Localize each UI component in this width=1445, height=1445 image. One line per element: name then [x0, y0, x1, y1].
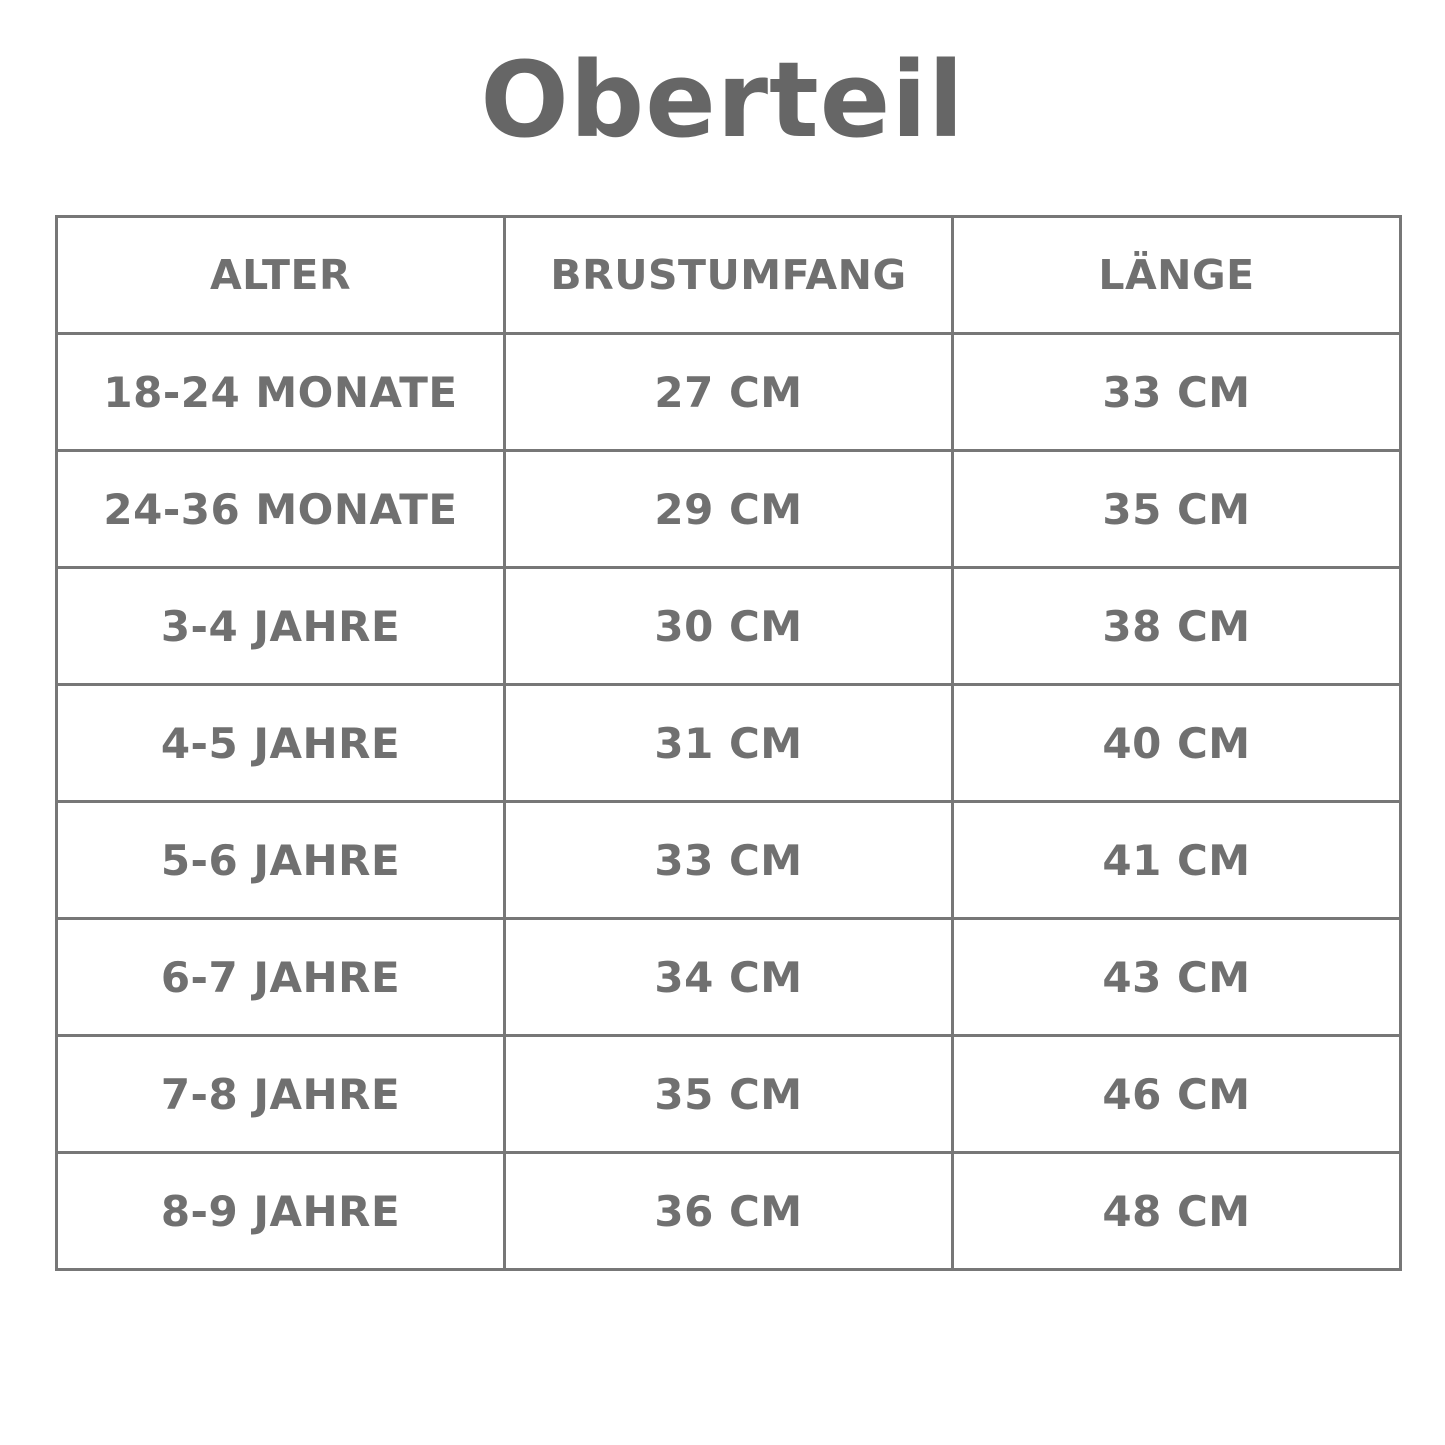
table-row: [57, 685, 1401, 802]
cell-brustumfang: 34 CM: [505, 919, 953, 1036]
cell-laenge: 48 CM: [953, 1153, 1401, 1270]
table-row: [57, 568, 1401, 685]
table-row: [57, 919, 1401, 1036]
table-header-row: [57, 217, 1401, 334]
table-header: [57, 217, 1401, 334]
table-row: [57, 451, 1401, 568]
cell-brustumfang: 29 CM: [505, 451, 953, 568]
cell-laenge: 43 CM: [953, 919, 1401, 1036]
cell-alter: 3-4 JAHRE: [57, 568, 505, 685]
page-title: Oberteil: [480, 39, 965, 161]
cell-brustumfang: 33 CM: [505, 802, 953, 919]
table-body: [57, 334, 1401, 1270]
cell-laenge: 46 CM: [953, 1036, 1401, 1153]
cell-brustumfang: 31 CM: [505, 685, 953, 802]
cell-alter: 4-5 JAHRE: [57, 685, 505, 802]
size-table: [55, 215, 1402, 1271]
cell-alter: 18-24 MONATE: [57, 334, 505, 451]
cell-brustumfang: 36 CM: [505, 1153, 953, 1270]
cell-alter: 24-36 MONATE: [57, 451, 505, 568]
column-header-alter: ALTER: [57, 217, 505, 334]
cell-alter: 7-8 JAHRE: [57, 1036, 505, 1153]
cell-laenge: 35 CM: [953, 451, 1401, 568]
cell-brustumfang: 30 CM: [505, 568, 953, 685]
table-row: [57, 1036, 1401, 1153]
table-row: [57, 1153, 1401, 1270]
cell-laenge: 41 CM: [953, 802, 1401, 919]
column-header-brustumfang: BRUSTUMFANG: [505, 217, 953, 334]
cell-brustumfang: 27 CM: [505, 334, 953, 451]
cell-laenge: 40 CM: [953, 685, 1401, 802]
table-row: [57, 802, 1401, 919]
cell-alter: 6-7 JAHRE: [57, 919, 505, 1036]
cell-laenge: 38 CM: [953, 568, 1401, 685]
cell-brustumfang: 35 CM: [505, 1036, 953, 1153]
column-header-laenge: LÄNGE: [953, 217, 1401, 334]
cell-alter: 5-6 JAHRE: [57, 802, 505, 919]
table-row: [57, 334, 1401, 451]
cell-alter: 8-9 JAHRE: [57, 1153, 505, 1270]
cell-laenge: 33 CM: [953, 334, 1401, 451]
